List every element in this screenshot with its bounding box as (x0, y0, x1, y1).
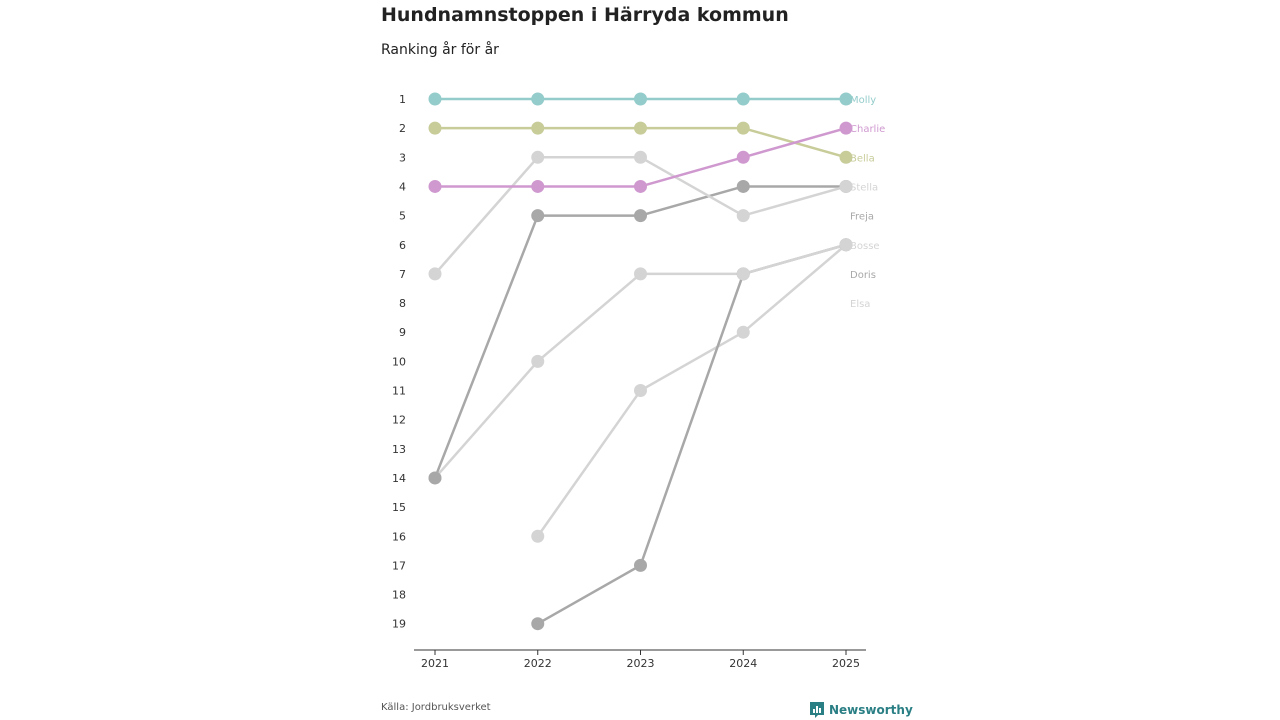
y-tick-label: 6 (399, 238, 406, 252)
series-label-doris: Doris (850, 269, 876, 281)
y-axis (392, 93, 406, 631)
data-point-freja-2023 (634, 209, 647, 222)
data-point-bosse-2024 (737, 267, 750, 280)
data-point-molly-2021 (429, 93, 442, 106)
chart-title: Hundnamnstoppen i Härryda kommun (381, 4, 789, 26)
data-point-stella-2024 (737, 209, 750, 222)
data-point-doris-2023 (634, 559, 647, 572)
data-point-bella-2021 (429, 122, 442, 135)
y-tick-label: 7 (399, 267, 406, 281)
series-line-freja (435, 186, 846, 478)
series-line-elsa (538, 245, 846, 537)
data-point-elsa-2024 (737, 326, 750, 339)
data-point-molly-2023 (634, 93, 647, 106)
data-point-charlie-2024 (737, 151, 750, 164)
data-point-charlie-2023 (634, 180, 647, 193)
brand-logo (809, 701, 913, 719)
data-point-molly-2022 (531, 93, 544, 106)
chart-subtitle: Ranking år för år (381, 42, 499, 58)
y-tick-label: 13 (392, 442, 406, 456)
data-point-stella-2023 (634, 151, 647, 164)
data-point-charlie-2021 (429, 180, 442, 193)
series-label-molly: Molly (850, 95, 877, 106)
data-point-bella-2022 (531, 122, 544, 135)
x-tick-label: 2024 (729, 657, 758, 670)
series-points (429, 93, 853, 631)
series-label-freja: Freja (850, 211, 874, 223)
y-tick-label: 14 (392, 471, 406, 485)
y-tick-label: 8 (399, 297, 406, 311)
series-lines (435, 99, 846, 624)
data-point-elsa-2023 (634, 384, 647, 397)
data-point-freja-2022 (531, 209, 544, 222)
series-label-stella: Stella (850, 182, 879, 194)
y-tick-label: 3 (399, 151, 406, 165)
data-point-bella-2023 (634, 122, 647, 135)
source-note: Källa: Jordbruksverket (381, 702, 491, 713)
data-point-freja-2024 (737, 180, 750, 193)
x-tick-label: 2025 (832, 657, 860, 670)
x-tick-label: 2021 (421, 657, 449, 670)
data-point-bosse-2023 (634, 267, 647, 280)
x-tick-label: 2023 (626, 657, 655, 670)
series-line-doris (538, 245, 846, 624)
data-point-doris-2022 (531, 617, 544, 630)
data-point-freja-2021 (429, 471, 442, 484)
data-point-elsa-2022 (531, 530, 544, 543)
data-point-stella-2021 (429, 267, 442, 280)
x-tick-label: 2022 (523, 657, 552, 670)
series-label-bella: Bella (850, 153, 875, 165)
data-point-charlie-2022 (531, 180, 544, 193)
y-tick-label: 10 (392, 355, 406, 369)
data-point-bosse-2022 (531, 355, 544, 368)
y-tick-label: 19 (392, 617, 406, 631)
series-label-charlie: Charlie (850, 124, 886, 136)
series-label-bosse: Bosse (850, 240, 880, 252)
data-point-molly-2024 (737, 93, 750, 106)
bar-chart-icon (809, 701, 825, 719)
data-point-stella-2022 (531, 151, 544, 164)
y-tick-label: 5 (399, 209, 406, 223)
series-labels (850, 95, 885, 310)
y-tick-label: 11 (392, 384, 406, 398)
y-tick-label: 16 (392, 530, 406, 544)
y-tick-label: 4 (399, 180, 406, 194)
y-tick-label: 15 (392, 501, 406, 515)
data-point-bella-2024 (737, 122, 750, 135)
y-tick-label: 1 (399, 93, 406, 106)
y-tick-label: 12 (392, 413, 406, 427)
y-tick-label: 9 (399, 326, 406, 340)
y-tick-label: 18 (392, 588, 406, 602)
brand-name: Newsworthy (829, 703, 913, 717)
series-label-elsa: Elsa (850, 299, 871, 311)
y-tick-label: 17 (392, 559, 406, 573)
y-tick-label: 2 (399, 122, 406, 136)
x-axis (414, 650, 866, 670)
